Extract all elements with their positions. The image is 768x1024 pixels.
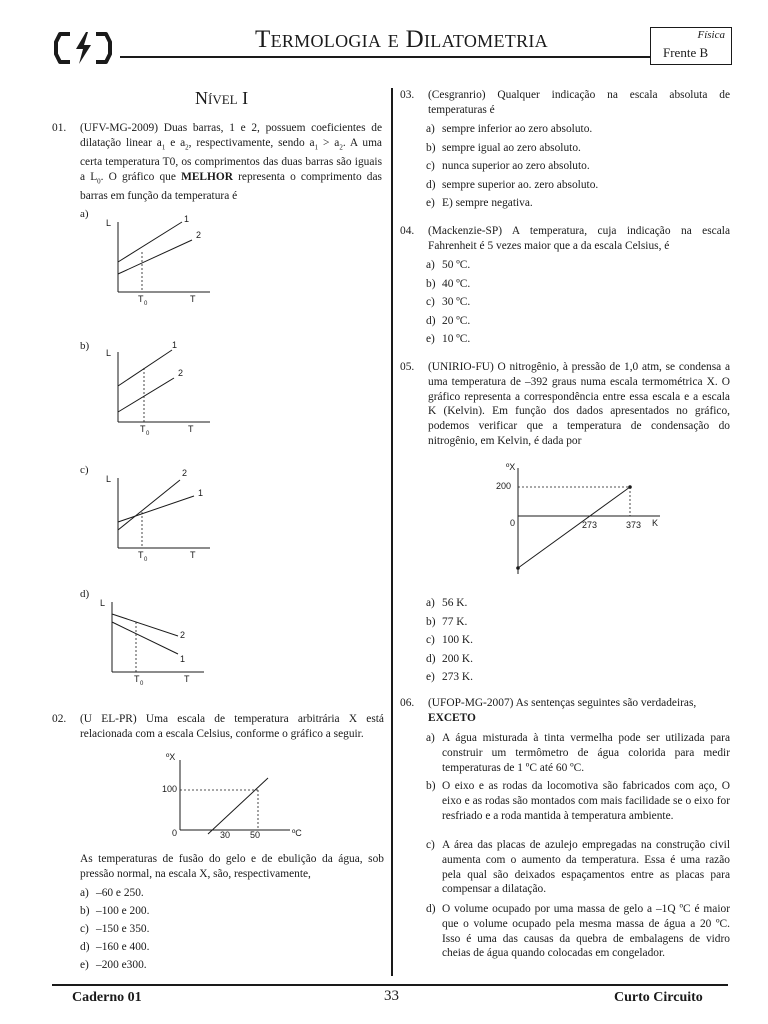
q06-option-d: d) O volume ocupado por uma massa de gelo a –1Q ºC é maior que o volume ocupado pela mesma massa de água a 20 ºC. Isso é uma das causas da quebra de embalagens de vidro cheias de água quando colocadas em congelador. (426, 903, 730, 960)
header-rule (120, 56, 650, 58)
option-a: a) 50 ºC. (426, 259, 471, 271)
graph-d (96, 592, 216, 692)
footer-brand: Curto Circuito (614, 990, 703, 1005)
option-d: d) sempre superior ao. zero absoluto. (426, 178, 599, 191)
option-a: a) 56 K. (426, 597, 468, 609)
svg-text:2: 2 (178, 368, 184, 378)
question-05: 05. (UNIRIO-FU) O nitrogênio, à pressão de 1,0 atm, se condensa a uma temperatura de –392 graus numa escala termométrica X. O gráfico representa a correspondência entre essa escala e a escala K (Kelvin). Em função dos dados apresentados no gráfico, podemos verificar que a temperatura de condensação do nitrogênio, em Kelvin, é dada por (400, 361, 730, 447)
graph-a (100, 210, 220, 310)
svg-text:T: T (190, 550, 196, 560)
svg-text:1: 1 (184, 214, 190, 224)
svg-text:100: 100 (162, 784, 178, 794)
subject-box (650, 27, 732, 65)
svg-text:L: L (100, 598, 106, 608)
option-c: c) nunca superior ao zero absoluto. (426, 160, 590, 172)
question-03-text: (Cesgranrio) Qualquer indicação na escala absoluta de temperaturas é (428, 89, 730, 116)
option-b: b) 40 ºC. (426, 277, 471, 290)
graph-q05 (484, 458, 674, 580)
svg-text:0: 0 (172, 828, 178, 838)
graph-q02 (156, 752, 316, 842)
question-03: 03. (Cesgranrio) Qualquer indicação na escala absoluta de temperaturas é (400, 89, 730, 116)
option-a: a) –60 e 250. (80, 887, 144, 899)
footer-notebook: Caderno 01 (72, 990, 142, 1005)
svg-text:L: L (106, 474, 112, 484)
svg-text:T: T (184, 674, 190, 684)
option-e: e) E) sempre negativa. (426, 197, 533, 209)
svg-text:0: 0 (146, 431, 150, 437)
svg-text:L: L (106, 348, 112, 358)
q05-options (426, 596, 726, 686)
subject-label: Física (697, 29, 725, 41)
svg-text:2: 2 (196, 230, 202, 240)
svg-text:T: T (140, 424, 146, 434)
question-04: 04. (Mackenzie-SP) A temperatura, cuja indicação na escala Fahrenheit é 5 vezes maior que a da escala Celsius, é (400, 225, 730, 252)
svg-text:T: T (134, 674, 140, 684)
logo-icon (52, 28, 114, 68)
question-04-text: (Mackenzie-SP) A temperatura, cuja indicação na escala Fahrenheit é 5 vezes maior que a da escala Celsius, é (428, 225, 730, 252)
front-label: Frente B (663, 45, 709, 60)
svg-text:2: 2 (180, 630, 186, 640)
option-c: c) –150 e 350. (80, 923, 150, 935)
svg-text:ºC: ºC (292, 828, 302, 838)
svg-text:T: T (188, 424, 194, 434)
svg-text:0: 0 (144, 557, 148, 563)
option-b: b) sempre igual ao zero absoluto. (426, 141, 581, 154)
option-e: e) 273 K. (426, 671, 474, 683)
svg-text:373: 373 (626, 520, 642, 530)
svg-text:200: 200 (496, 481, 512, 491)
question-02-text2: As temperaturas de fusão do gelo e de ebulição da água, sob pressão normal, na escala X, são, respectivamente, (80, 853, 384, 880)
page-number: 33 (384, 988, 399, 1004)
question-06-text: (UFOP-MG-2007) As sentenças seguintes são verdadeiras, EXCETO (428, 697, 697, 724)
svg-text:K: K (652, 518, 659, 528)
svg-text:1: 1 (180, 654, 186, 664)
option-b: b) –100 e 200. (80, 905, 150, 917)
option-d: d) 200 K. (426, 652, 474, 665)
footer-rule (52, 984, 728, 986)
svg-text:T: T (190, 294, 196, 304)
graph-b (100, 340, 220, 440)
svg-text:30: 30 (220, 830, 231, 840)
level-heading: Nível I (195, 88, 249, 108)
svg-text:1: 1 (198, 488, 204, 498)
graph-c (100, 466, 220, 566)
option-a-letter: a) (80, 208, 89, 220)
question-02-text: (U EL-PR) Uma escala de temperatura arbitrária X está relacionada com a escala Celsius, conforme o gráfico a seguir. (80, 713, 384, 740)
option-d-letter: d) (80, 588, 90, 600)
option-e: e) 10 ºC. (426, 333, 471, 345)
page-title: Termologia e Dilatometria (255, 26, 548, 53)
q06-option-b: b) O eixo e as rodas da locomotiva são fabricados com aço, O eixo e as rodas são montados com mais facilidade se o eixo for resfriado e a roda mantida à temperatura ambiente. (426, 780, 730, 822)
question-01-text: (UFV-MG-2009) Duas barras, 1 e 2, possuem coeficientes de dilatação linear $a_1$ e $a_2$, respectivamente, sendo $a_1 > a_2$. A uma certa temperatura T0, os comprimentos das duas barras são iguais a $L_0$. O gráfico que MELHOR representa o comprimento das barras em função da temperatura é (80, 122, 382, 202)
svg-text:L: L (106, 218, 112, 228)
option-b-letter: b) (80, 340, 90, 352)
svg-text:50: 50 (250, 830, 261, 840)
question-05-text: (UNIRIO-FU) O nitrogênio, à pressão de 1,0 atm, se condensa a uma temperatura de –392 graus numa escala termométrica X. O gráfico representa a correspondência entre essa escala e a escala K (Kelvin). Em função dos dados apresentados no gráfico, podemos verificar que a temperatura de condensação do nitrogênio, em Kelvin, é dada por (428, 361, 730, 447)
svg-text:2: 2 (182, 468, 188, 478)
option-c: c) 30 ºC. (426, 296, 471, 308)
svg-text:0: 0 (510, 518, 516, 528)
svg-text:T: T (138, 550, 144, 560)
option-b: b) 77 K. (426, 615, 468, 628)
q02-options (80, 886, 380, 976)
option-c: c) 100 K. (426, 634, 474, 646)
svg-text:0: 0 (140, 681, 144, 687)
q06-option-c: c) A área das placas de azulejo empregadas na construção civil aumenta com o aumento da temperatura. Essa é uma razão pela qual são deixados espaçamentos entre as placas para compensar a dilatação. (426, 839, 730, 896)
svg-text:1: 1 (172, 340, 178, 350)
question-06: 06. (UFOP-MG-2007) As sentenças seguintes são verdadeiras, EXCETO (400, 696, 730, 726)
svg-text:ºX: ºX (506, 462, 516, 472)
q06-option-a: a) A água misturada à tinta vermelha pode ser utilizada para construir um termômetro de água colorida para medir temperaturas de 1 ºC até 60 ºC. (426, 732, 730, 774)
option-c-letter: c) (80, 464, 89, 476)
option-a: a) sempre inferior ao zero absoluto. (426, 123, 593, 135)
option-d: d) –160 e 400. (80, 941, 150, 953)
question-02: 02. (U EL-PR) Uma escala de temperatura arbitrária X está relacionada com a escala Celsius, conforme o gráfico a seguir. (52, 713, 384, 740)
option-d: d) 20 ºC. (426, 314, 471, 327)
question-01: 01. (UFV-MG-2009) Duas barras, 1 e 2, possuem coeficientes de dilatação linear $a_1$ e $a_2$, respectivamente, sendo $a_1 > a_2$. A uma certa temperatura T0, os comprimentos das duas barras são iguais a $L_0$. O gráfico que MELHOR representa o comprimento das barras em função da temperatura é (52, 122, 382, 202)
option-e: e) –200 e300. (80, 959, 147, 971)
q04-options (426, 258, 726, 348)
column-divider (391, 88, 393, 976)
svg-text:273: 273 (582, 520, 598, 530)
q03-options (426, 122, 726, 212)
svg-text:ºX: ºX (166, 752, 176, 762)
svg-text:0: 0 (144, 301, 148, 307)
svg-text:T: T (138, 294, 144, 304)
